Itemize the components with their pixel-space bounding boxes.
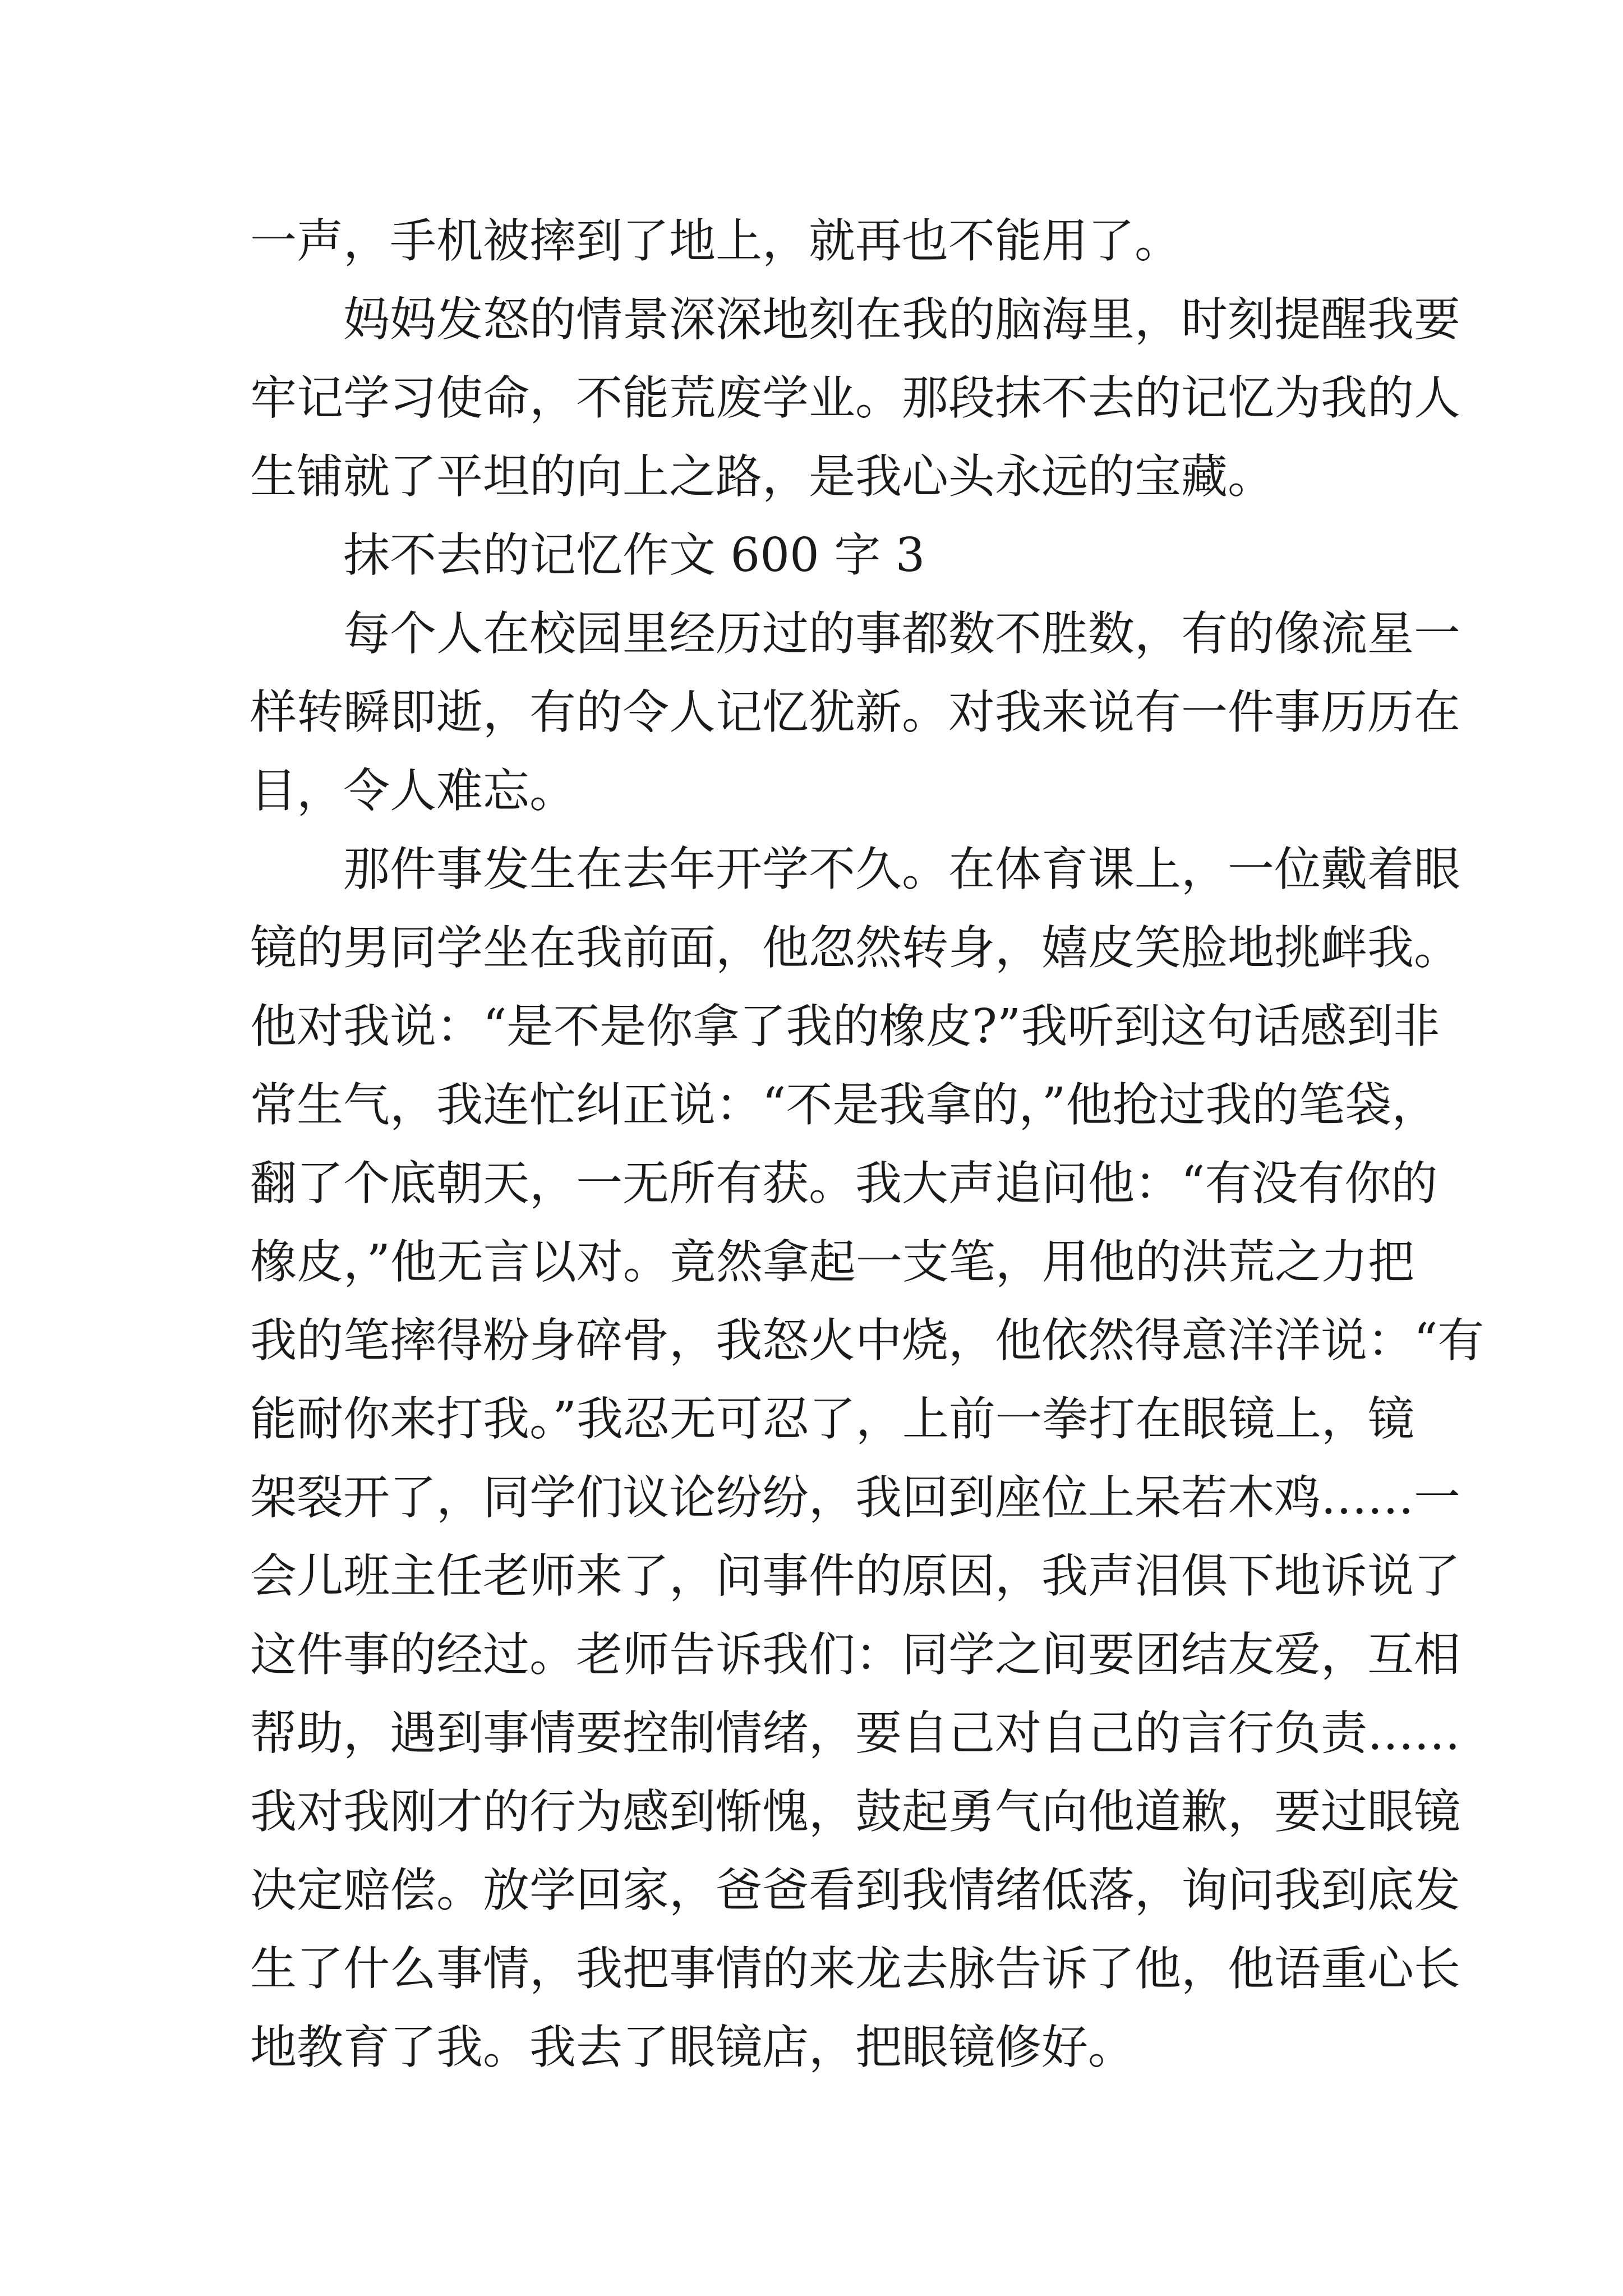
essay-body	[250, 202, 1484, 2087]
paragraph-start-line: 每个人在校园里经历过的事都数不胜数，有的像流星一	[343, 606, 1460, 661]
text-line: 架裂开了，同学们议论纷纷，我回到座位上呆若木鸡……一	[250, 1470, 1460, 1525]
paragraph-start-line: 妈妈发怒的情景深深地刻在我的脑海里，时刻提醒我要	[343, 292, 1460, 347]
text-line: 地教育了我。我去了眼镜店，把眼镜修好。	[250, 2020, 1135, 2074]
text-line: 牢记学习使命，不能荒废学业。那段抹不去的记忆为我的人	[250, 371, 1460, 425]
text-line: 我的笔摔得粉身碎骨，我怒火中烧，他依然得意洋洋说：“有	[250, 1313, 1484, 1368]
paragraph-start-line: 那件事发生在去年开学不久。在体育课上，一位戴着眼	[343, 842, 1460, 896]
text-line: 目，令人难忘。	[250, 763, 576, 818]
text-line: 他对我说：“是不是你拿了我的橡皮?”我听到这句话感到非	[250, 999, 1440, 1053]
text-line: 翻了个底朝天，一无所有获。我大声追问他：“有没有你的	[250, 1156, 1438, 1211]
section-heading: 抹不去的记忆作文 600 字 3	[343, 528, 925, 582]
text-line: 生铺就了平坦的向上之路，是我心头永远的宝藏。	[250, 449, 1274, 504]
text-line: 生了什么事情，我把事情的来龙去脉告诉了他，他语重心长	[250, 1941, 1460, 1996]
text-line: 决定赔偿。放学回家，爸爸看到我情绪低落，询问我到底发	[250, 1863, 1460, 1917]
text-line: 一声，手机被摔到了地上，就再也不能用了。	[250, 214, 1181, 268]
text-line: 我对我刚才的行为感到惭愧，鼓起勇气向他道歉，要过眼镜	[250, 1784, 1460, 1839]
text-line: 帮助，遇到事情要控制情绪，要自己对自己的言行负责……	[250, 1706, 1460, 1760]
text-line: 这件事的经过。老师告诉我们：同学之间要团结友爱，互相	[250, 1627, 1460, 1682]
text-line: 样转瞬即逝，有的令人记忆犹新。对我来说有一件事历历在	[250, 685, 1460, 739]
text-line: 橡皮，”他无言以对。竟然拿起一支笔，用他的洪荒之力把	[250, 1235, 1414, 1289]
text-line: 常生气，我连忙纠正说：“不是我拿的，”他抢过我的笔袋，	[250, 1078, 1438, 1132]
text-line: 会儿班主任老师来了，问事件的原因，我声泪俱下地诉说了	[250, 1549, 1460, 1603]
text-line: 能耐你来打我。”我忍无可忍了，上前一拳打在眼镜上，镜	[250, 1392, 1414, 1446]
text-line: 镜的男同学坐在我前面，他忽然转身，嬉皮笑脸地挑衅我。	[250, 921, 1460, 975]
